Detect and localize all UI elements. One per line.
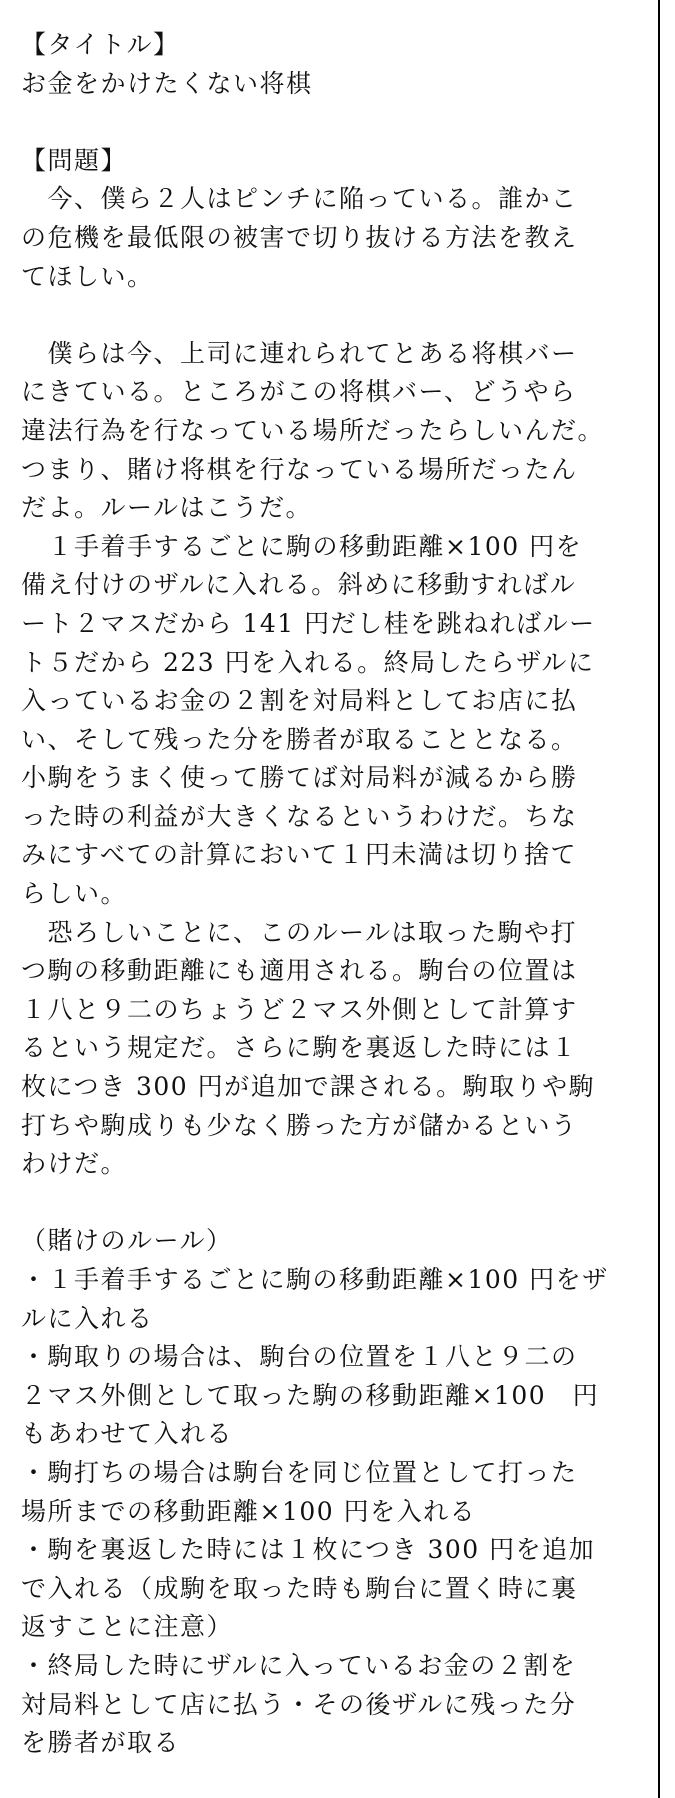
paragraph-4-line: 枚につき 300 円が追加で課される。駒取りや駒 bbox=[21, 1072, 596, 1102]
blank-line bbox=[21, 103, 646, 142]
paragraph-2-line: 僕らは今、上司に連れられてとある将棋バー bbox=[21, 338, 578, 368]
paragraph-4-line: わけだ。 bbox=[21, 1149, 128, 1179]
title-text: お金をかけたくない将棋 bbox=[21, 68, 313, 98]
blank-line bbox=[21, 296, 646, 335]
rules-line: で入れる（成駒を取った時も駒台に置く時に裏 bbox=[21, 1573, 578, 1603]
paragraph-1-line: の危機を最低限の被害で切り抜ける方法を教え bbox=[21, 222, 578, 252]
paragraph-3-line: １手着手するごとに駒の移動距離×100 円を bbox=[21, 531, 583, 561]
rules-line: ・駒打ちの場合は駒台を同じ位置として打った bbox=[21, 1457, 578, 1487]
paragraph-3-line: 入っているお金の２割を対局料としてお店に払 bbox=[21, 686, 578, 716]
paragraph-1-line: 今、僕ら２人はピンチに陥っている。誰かこ bbox=[21, 184, 578, 214]
document-body bbox=[21, 26, 646, 1763]
paragraph-4-line: つ駒の移動距離にも適用される。駒台の位置は bbox=[21, 956, 578, 986]
paragraph-3-line: 備え付けのザルに入れる。斜めに移動すればル bbox=[21, 570, 577, 600]
paragraph-3-line: 小駒をうまく使って勝てば対局料が減るから勝 bbox=[21, 763, 578, 793]
paragraph-2-line: だよ。ルールはこうだ。 bbox=[21, 493, 313, 523]
problem-heading: 【問題】 bbox=[21, 145, 128, 175]
title-heading: 【タイトル】 bbox=[21, 30, 180, 59]
paragraph-4-line: 打ちや駒成りも少なく勝った方が儲かるという bbox=[21, 1110, 578, 1140]
rules-line: ルに入れる bbox=[21, 1303, 154, 1333]
paragraph-3-line: ト５だから 223 円を入れる。終局したらザルに bbox=[21, 647, 595, 677]
paragraph-4-line: １八と９二のちょうど２マス外側として計算す bbox=[21, 994, 578, 1024]
paragraph-3-line: ート２マスだから 141 円だし桂を跳ねればルー bbox=[21, 608, 596, 638]
paragraph-1-line: てほしい。 bbox=[21, 261, 154, 291]
rules-line: を勝者が取る bbox=[21, 1728, 181, 1758]
paragraph-3-line: らしい。 bbox=[21, 879, 128, 909]
rules-heading: （賭けのルール） bbox=[21, 1226, 233, 1256]
rules-line: ・終局した時にザルに入っているお金の２割を bbox=[21, 1650, 577, 1680]
paragraph-2-line: にきている。ところがこの将棋バー、どうやら bbox=[21, 377, 577, 407]
paragraph-3-line: った時の利益が大きくなるというわけだ。ちな bbox=[21, 801, 578, 831]
paragraph-4-line: 恐ろしいことに、このルールは取った駒や打 bbox=[21, 917, 578, 947]
rules-line: ・駒取りの場合は、駒台の位置を１八と９二の bbox=[21, 1342, 578, 1372]
rules-line: 場所までの移動距離×100 円を入れる bbox=[21, 1496, 477, 1526]
rules-line: もあわせて入れる bbox=[21, 1419, 234, 1449]
rules-line: ・駒を裏返した時には１枚につき 300 円を追加 bbox=[21, 1535, 596, 1565]
rules-line: 対局料として店に払う・その後ザルに残った分 bbox=[21, 1689, 577, 1719]
right-margin-rule bbox=[658, 0, 660, 1798]
paragraph-3-line: い、そして残った分を勝者が取ることとなる。 bbox=[21, 724, 578, 754]
rules-line: ２マス外側として取った駒の移動距離×100 円 bbox=[21, 1380, 600, 1410]
paragraph-2-line: つまり、賭け将棋を行なっている場所だったん bbox=[21, 454, 578, 484]
paragraph-2-line: 違法行為を行なっている場所だったらしいんだ。 bbox=[21, 415, 605, 445]
rules-line: ・１手着手するごとに駒の移動距離×100 円をザ bbox=[21, 1265, 609, 1294]
paragraph-3-line: みにすべての計算において１円未満は切り捨て bbox=[21, 840, 578, 870]
rules-line: 返すことに注意） bbox=[21, 1612, 234, 1642]
blank-line bbox=[21, 1184, 646, 1223]
paragraph-4-line: るという規定だ。さらに駒を裏返した時には１ bbox=[21, 1033, 578, 1063]
